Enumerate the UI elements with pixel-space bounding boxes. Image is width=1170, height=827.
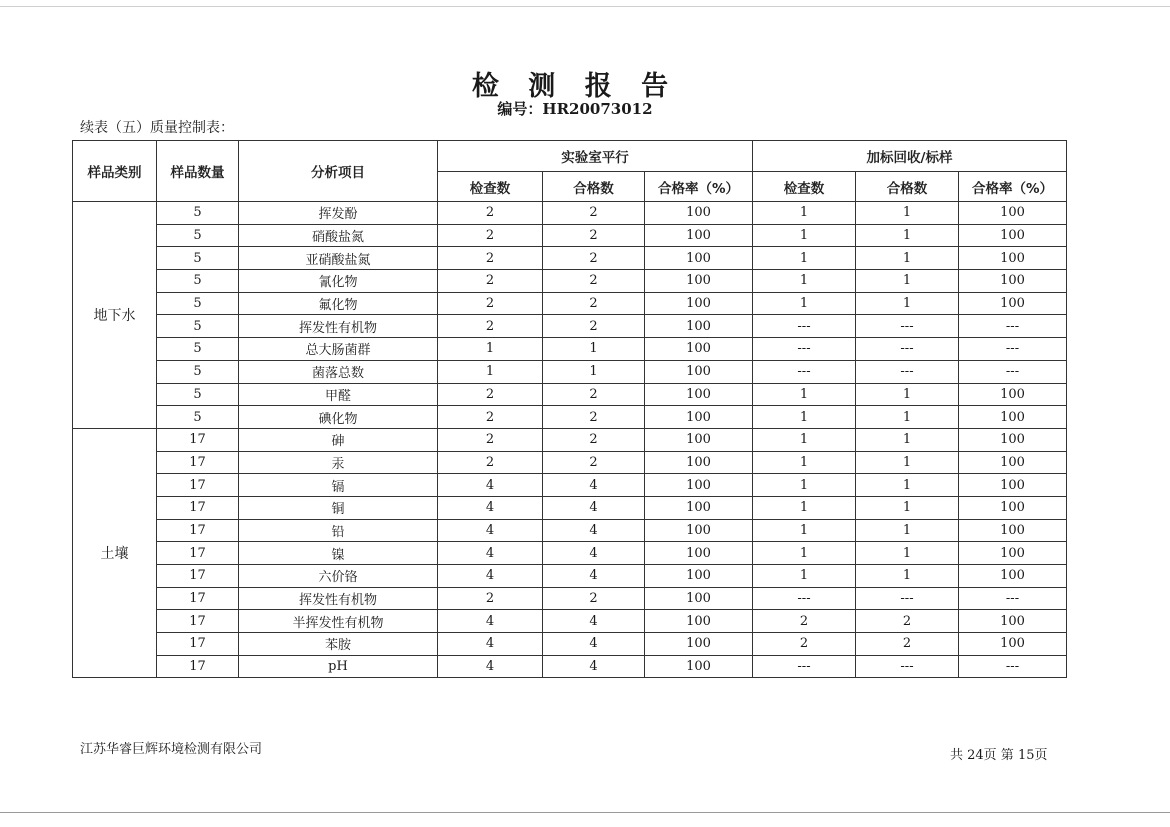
table-caption: 续表（五）质量控制表： (80, 120, 234, 136)
table-row (73, 451, 1067, 474)
analysis-item: 半挥发性有机物 (239, 610, 438, 633)
top-rule (0, 6, 1170, 7)
sample-count: 5 (157, 292, 239, 315)
spike-passed: 1 (856, 565, 959, 588)
parallel-rate: 100 (645, 360, 753, 383)
analysis-item: 总大肠菌群 (239, 338, 438, 361)
spike-checked: 2 (753, 633, 856, 656)
parallel-passed: 1 (543, 338, 645, 361)
spike-rate: --- (959, 587, 1067, 610)
parallel-rate: 100 (645, 247, 753, 270)
table-row (73, 224, 1067, 247)
spike-passed: --- (856, 360, 959, 383)
table-row (73, 655, 1067, 678)
spike-passed: --- (856, 338, 959, 361)
parallel-rate: 100 (645, 292, 753, 315)
spike-rate: 100 (959, 565, 1067, 588)
analysis-item: 铅 (239, 519, 438, 542)
spike-rate: 100 (959, 202, 1067, 225)
quality-control-table (72, 140, 1067, 678)
analysis-item: 镍 (239, 542, 438, 565)
parallel-checked: 2 (438, 428, 543, 451)
header-spike-checked: 检查数 (753, 172, 856, 202)
parallel-checked: 2 (438, 451, 543, 474)
spike-checked: 1 (753, 428, 856, 451)
analysis-item: 镉 (239, 474, 438, 497)
analysis-item: pH (239, 655, 438, 678)
parallel-passed: 2 (543, 406, 645, 429)
sample-count: 5 (157, 406, 239, 429)
spike-checked: 1 (753, 202, 856, 225)
analysis-item: 氟化物 (239, 292, 438, 315)
parallel-checked: 4 (438, 474, 543, 497)
header-parallel-checked: 检查数 (438, 172, 543, 202)
sample-count: 5 (157, 224, 239, 247)
spike-rate: --- (959, 360, 1067, 383)
sample-category: 土壤 (73, 428, 157, 678)
sample-count: 17 (157, 519, 239, 542)
spike-checked: 1 (753, 519, 856, 542)
spike-checked: --- (753, 655, 856, 678)
parallel-checked: 2 (438, 292, 543, 315)
table-row (73, 406, 1067, 429)
spike-rate: 100 (959, 428, 1067, 451)
spike-rate: 100 (959, 292, 1067, 315)
sample-count: 17 (157, 587, 239, 610)
spike-checked: 1 (753, 383, 856, 406)
spike-passed: --- (856, 655, 959, 678)
parallel-passed: 4 (543, 655, 645, 678)
parallel-rate: 100 (645, 338, 753, 361)
parallel-rate: 100 (645, 655, 753, 678)
table-row (73, 474, 1067, 497)
parallel-passed: 2 (543, 270, 645, 293)
parallel-passed: 2 (543, 383, 645, 406)
analysis-item: 铜 (239, 496, 438, 519)
spike-rate: 100 (959, 224, 1067, 247)
table-row (73, 383, 1067, 406)
spike-checked: 2 (753, 610, 856, 633)
parallel-checked: 2 (438, 202, 543, 225)
analysis-item: 六价铬 (239, 565, 438, 588)
sample-count: 5 (157, 338, 239, 361)
spike-passed: 1 (856, 451, 959, 474)
parallel-rate: 100 (645, 565, 753, 588)
header-spike-rate: 合格率（%） (959, 172, 1067, 202)
spike-checked: 1 (753, 292, 856, 315)
spike-passed: 1 (856, 474, 959, 497)
parallel-passed: 2 (543, 202, 645, 225)
parallel-checked: 2 (438, 587, 543, 610)
sample-count: 17 (157, 655, 239, 678)
report-number: 编号：HR20073012 (497, 100, 653, 118)
parallel-passed: 2 (543, 315, 645, 338)
parallel-checked: 4 (438, 496, 543, 519)
header-parallel-rate: 合格率（%） (645, 172, 753, 202)
spike-rate: 100 (959, 270, 1067, 293)
parallel-checked: 4 (438, 542, 543, 565)
spike-checked: 1 (753, 542, 856, 565)
header-count: 样品数量 (157, 141, 239, 202)
parallel-checked: 4 (438, 519, 543, 542)
parallel-passed: 2 (543, 247, 645, 270)
sample-count: 5 (157, 315, 239, 338)
sample-count: 17 (157, 474, 239, 497)
sample-count: 17 (157, 451, 239, 474)
table-row (73, 496, 1067, 519)
sample-count: 17 (157, 542, 239, 565)
sample-count: 5 (157, 270, 239, 293)
analysis-item: 亚硝酸盐氮 (239, 247, 438, 270)
parallel-checked: 2 (438, 383, 543, 406)
parallel-passed: 4 (543, 633, 645, 656)
parallel-rate: 100 (645, 224, 753, 247)
spike-rate: --- (959, 338, 1067, 361)
analysis-item: 挥发酚 (239, 202, 438, 225)
table-row (73, 610, 1067, 633)
spike-checked: 1 (753, 247, 856, 270)
spike-checked: --- (753, 360, 856, 383)
parallel-checked: 4 (438, 565, 543, 588)
spike-checked: 1 (753, 474, 856, 497)
spike-checked: 1 (753, 406, 856, 429)
spike-checked: 1 (753, 451, 856, 474)
table-row (73, 270, 1067, 293)
table-row (73, 428, 1067, 451)
analysis-item: 挥发性有机物 (239, 315, 438, 338)
parallel-rate: 100 (645, 270, 753, 293)
table-row (73, 633, 1067, 656)
table-row (73, 565, 1067, 588)
sample-count: 17 (157, 565, 239, 588)
parallel-rate: 100 (645, 315, 753, 338)
parallel-passed: 1 (543, 360, 645, 383)
spike-rate: --- (959, 655, 1067, 678)
spike-checked: --- (753, 315, 856, 338)
parallel-checked: 4 (438, 633, 543, 656)
table-row (73, 587, 1067, 610)
sample-count: 5 (157, 383, 239, 406)
spike-passed: 1 (856, 270, 959, 293)
analysis-item: 硝酸盐氮 (239, 224, 438, 247)
parallel-checked: 2 (438, 247, 543, 270)
parallel-rate: 100 (645, 202, 753, 225)
parallel-rate: 100 (645, 610, 753, 633)
spike-passed: 1 (856, 496, 959, 519)
company-name: 江苏华睿巨辉环境检测有限公司 (80, 742, 263, 757)
parallel-rate: 100 (645, 542, 753, 565)
header-item: 分析项目 (239, 141, 438, 202)
report-title: 检 测 报 告 (471, 71, 679, 102)
parallel-rate: 100 (645, 519, 753, 542)
table-row (73, 360, 1067, 383)
spike-rate: 100 (959, 383, 1067, 406)
parallel-rate: 100 (645, 451, 753, 474)
parallel-passed: 4 (543, 565, 645, 588)
spike-passed: 1 (856, 406, 959, 429)
sample-count: 5 (157, 360, 239, 383)
parallel-checked: 1 (438, 338, 543, 361)
parallel-checked: 2 (438, 224, 543, 247)
sample-count: 17 (157, 633, 239, 656)
table-row (73, 202, 1067, 225)
parallel-passed: 4 (543, 474, 645, 497)
analysis-item: 菌落总数 (239, 360, 438, 383)
spike-rate: --- (959, 315, 1067, 338)
parallel-passed: 2 (543, 587, 645, 610)
parallel-passed: 4 (543, 519, 645, 542)
spike-checked: 1 (753, 565, 856, 588)
spike-rate: 100 (959, 496, 1067, 519)
parallel-rate: 100 (645, 383, 753, 406)
spike-passed: 1 (856, 519, 959, 542)
spike-checked: 1 (753, 224, 856, 247)
spike-passed: 1 (856, 224, 959, 247)
spike-passed: 1 (856, 247, 959, 270)
parallel-rate: 100 (645, 428, 753, 451)
spike-rate: 100 (959, 519, 1067, 542)
parallel-rate: 100 (645, 496, 753, 519)
parallel-passed: 4 (543, 496, 645, 519)
sample-count: 5 (157, 202, 239, 225)
analysis-item: 挥发性有机物 (239, 587, 438, 610)
header-spike-passed: 合格数 (856, 172, 959, 202)
table-body (73, 202, 1067, 678)
parallel-checked: 1 (438, 360, 543, 383)
sample-count: 17 (157, 428, 239, 451)
parallel-rate: 100 (645, 587, 753, 610)
parallel-passed: 2 (543, 428, 645, 451)
analysis-item: 碘化物 (239, 406, 438, 429)
header-parallel-passed: 合格数 (543, 172, 645, 202)
parallel-passed: 4 (543, 610, 645, 633)
spike-checked: 1 (753, 496, 856, 519)
spike-passed: 1 (856, 428, 959, 451)
spike-rate: 100 (959, 542, 1067, 565)
sample-count: 17 (157, 610, 239, 633)
spike-checked: --- (753, 338, 856, 361)
spike-rate: 100 (959, 247, 1067, 270)
table-row (73, 542, 1067, 565)
bottom-rule (0, 812, 1170, 813)
sample-count: 17 (157, 496, 239, 519)
spike-passed: 1 (856, 202, 959, 225)
analysis-item: 汞 (239, 451, 438, 474)
parallel-passed: 4 (543, 542, 645, 565)
table-row (73, 519, 1067, 542)
analysis-item: 砷 (239, 428, 438, 451)
parallel-checked: 4 (438, 655, 543, 678)
parallel-checked: 2 (438, 315, 543, 338)
parallel-checked: 2 (438, 270, 543, 293)
spike-rate: 100 (959, 451, 1067, 474)
analysis-item: 氰化物 (239, 270, 438, 293)
table-row (73, 247, 1067, 270)
sample-category: 地下水 (73, 202, 157, 429)
spike-passed: 1 (856, 292, 959, 315)
parallel-checked: 4 (438, 610, 543, 633)
spike-passed: 2 (856, 610, 959, 633)
spike-passed: --- (856, 315, 959, 338)
header-lab-parallel: 实验室平行 (438, 141, 753, 172)
parallel-checked: 2 (438, 406, 543, 429)
header-spike-recovery: 加标回收/标样 (753, 141, 1067, 172)
parallel-rate: 100 (645, 633, 753, 656)
parallel-rate: 100 (645, 406, 753, 429)
spike-passed: --- (856, 587, 959, 610)
analysis-item: 苯胺 (239, 633, 438, 656)
table-row (73, 292, 1067, 315)
parallel-rate: 100 (645, 474, 753, 497)
analysis-item: 甲醛 (239, 383, 438, 406)
spike-passed: 1 (856, 542, 959, 565)
spike-passed: 2 (856, 633, 959, 656)
page-number: 共 24页 第 15页 (950, 748, 1048, 763)
spike-checked: 1 (753, 270, 856, 293)
table-row (73, 338, 1067, 361)
sample-count: 5 (157, 247, 239, 270)
spike-rate: 100 (959, 610, 1067, 633)
spike-rate: 100 (959, 633, 1067, 656)
spike-rate: 100 (959, 474, 1067, 497)
spike-checked: --- (753, 587, 856, 610)
parallel-passed: 2 (543, 451, 645, 474)
parallel-passed: 2 (543, 292, 645, 315)
spike-passed: 1 (856, 383, 959, 406)
spike-rate: 100 (959, 406, 1067, 429)
header-category: 样品类别 (73, 141, 157, 202)
table-row (73, 315, 1067, 338)
parallel-passed: 2 (543, 224, 645, 247)
